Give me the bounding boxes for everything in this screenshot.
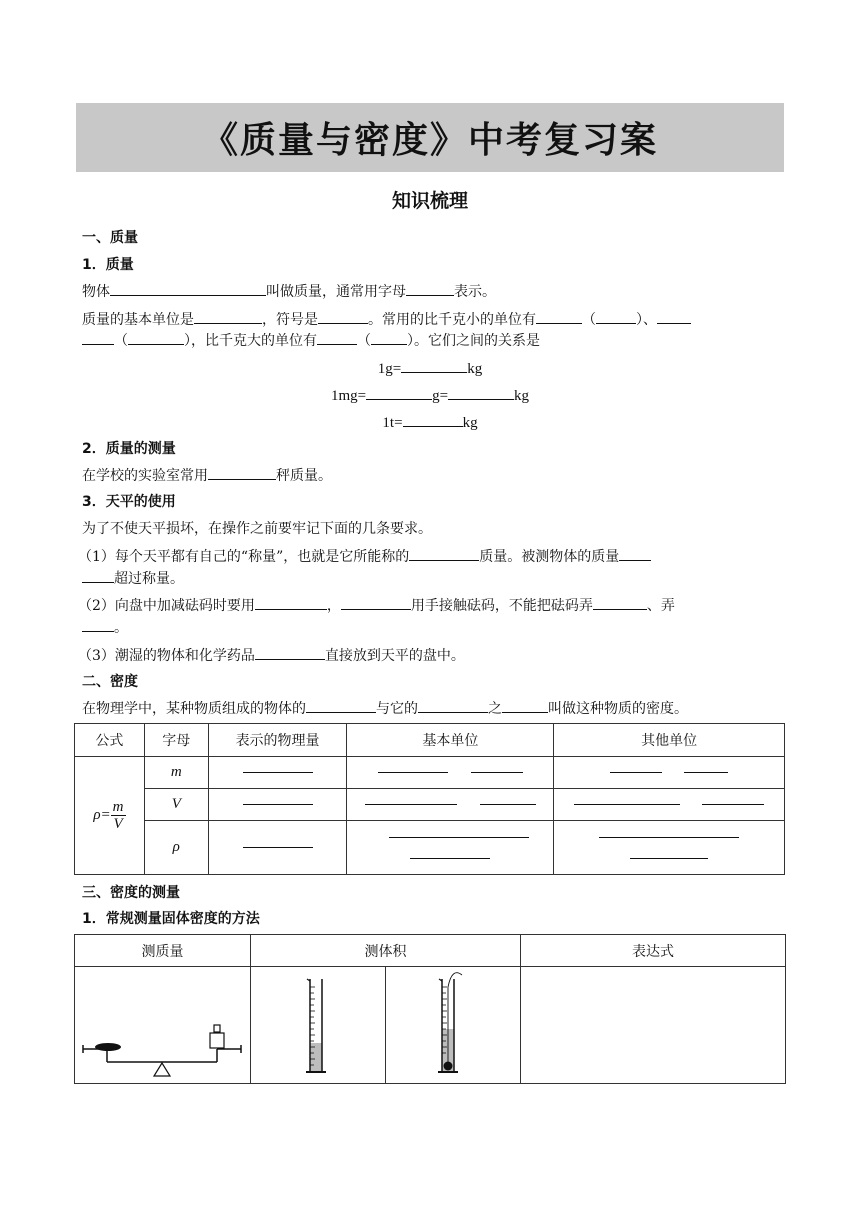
other-unit-blank xyxy=(554,757,785,789)
blank[interactable] xyxy=(128,332,184,345)
letter-v: V xyxy=(144,789,208,821)
blank[interactable] xyxy=(596,311,636,324)
subheading-balance: 3．天平的使用 xyxy=(82,494,176,510)
blank[interactable] xyxy=(110,283,266,296)
other-unit-blank xyxy=(554,789,785,821)
density-table xyxy=(74,723,785,875)
letter-rho: ρ xyxy=(144,821,208,875)
title-banner xyxy=(76,103,784,172)
subheading-solid-method: 1．常规测量固体密度的方法 xyxy=(82,911,260,927)
blank[interactable] xyxy=(82,619,114,632)
solid-density-table xyxy=(74,934,786,1084)
quantity-blank xyxy=(208,789,347,821)
relation-g: 1g= kg xyxy=(377,361,483,377)
blank[interactable] xyxy=(255,647,325,660)
balance-rule-1b: 超过称量。 xyxy=(82,570,184,588)
balance-rule-2b: 。 xyxy=(82,619,128,637)
blank[interactable] xyxy=(243,847,313,848)
blank[interactable] xyxy=(448,387,514,400)
col-header-letter: 字母 xyxy=(144,724,208,757)
subheading-mass: 1．质量 xyxy=(82,257,134,273)
blank[interactable] xyxy=(502,700,548,713)
blank[interactable] xyxy=(657,311,691,324)
expression-cell[interactable] xyxy=(520,967,785,1084)
formula-cell xyxy=(75,757,145,875)
heading-density-measure: 三、密度的测量 xyxy=(82,885,180,901)
base-unit-blank xyxy=(347,821,554,875)
blank[interactable] xyxy=(471,772,523,773)
col-header-other-units: 其他单位 xyxy=(554,724,785,757)
subheading-measure: 2．质量的测量 xyxy=(82,441,176,457)
blank[interactable] xyxy=(194,311,262,324)
cylinder-empty-cell xyxy=(250,967,385,1084)
formula-numerator: m xyxy=(112,799,124,815)
blank[interactable] xyxy=(243,804,313,805)
col-header-measure-mass: 测质量 xyxy=(75,935,251,967)
blank[interactable] xyxy=(619,548,651,561)
blank[interactable] xyxy=(574,804,680,805)
blank[interactable] xyxy=(366,387,432,400)
blank[interactable] xyxy=(410,858,490,859)
blank[interactable] xyxy=(684,772,728,773)
base-unit-blank xyxy=(347,789,554,821)
graduated-cylinder-with-object-icon xyxy=(386,967,520,1079)
relation-mg: 1mg= g= kg xyxy=(330,388,530,404)
letter-m: m xyxy=(144,757,208,789)
blank[interactable] xyxy=(409,548,479,561)
formula-rho: ρ= xyxy=(93,807,111,823)
blank[interactable] xyxy=(317,332,357,345)
quantity-blank xyxy=(208,821,347,875)
blank[interactable] xyxy=(403,414,463,427)
cylinder-with-object-cell xyxy=(385,967,520,1084)
balance-figure-cell xyxy=(75,967,251,1084)
blank[interactable] xyxy=(702,804,764,805)
other-unit-blank xyxy=(554,821,785,875)
col-header-formula: 公式 xyxy=(75,724,145,757)
col-header-measure-volume: 测体积 xyxy=(250,935,520,967)
blank[interactable] xyxy=(610,772,662,773)
blank[interactable] xyxy=(418,700,488,713)
blank[interactable] xyxy=(82,570,114,583)
blank[interactable] xyxy=(371,332,407,345)
balance-scale-icon xyxy=(75,967,249,1079)
balance-rule-2: （2）向盘中加减砝码时要用 ， 用手接触砝码，不能把砝码弄 、弄 xyxy=(78,598,675,614)
blank[interactable] xyxy=(593,597,647,610)
blank[interactable] xyxy=(365,804,457,805)
mass-definition-line: 物体 叫做质量，通常用字母 表示。 xyxy=(82,284,496,300)
blank[interactable] xyxy=(318,311,368,324)
blank[interactable] xyxy=(536,311,582,324)
balance-intro: 为了不使天平损坏，在操作之前要牢记下面的几条要求。 xyxy=(82,521,432,537)
blank[interactable] xyxy=(255,597,327,610)
unit-line-2: （ ），比千克大的单位有 （ ）。它们之间的关系是 xyxy=(82,332,540,350)
col-header-expression: 表达式 xyxy=(520,935,785,967)
blank[interactable] xyxy=(82,332,114,345)
base-unit-blank xyxy=(347,757,554,789)
measure-line: 在学校的实验室常用 秤质量。 xyxy=(82,468,332,484)
blank[interactable] xyxy=(480,804,536,805)
blank[interactable] xyxy=(208,467,276,480)
blank[interactable] xyxy=(243,772,313,773)
relation-t: 1t= kg xyxy=(382,415,478,431)
quantity-blank xyxy=(208,757,347,789)
balance-rule-1: （1）每个天平都有自己的“称量”，也就是它所能称的 质量。被测物体的质量 xyxy=(78,548,651,566)
col-header-base-unit: 基本单位 xyxy=(347,724,554,757)
blank[interactable] xyxy=(599,837,739,838)
blank[interactable] xyxy=(630,858,708,859)
blank[interactable] xyxy=(341,597,411,610)
section-subtitle: 知识梳理 xyxy=(391,190,468,212)
formula-denominator: V xyxy=(113,816,123,832)
unit-line-1: 质量的基本单位是 ，符号是 。常用的比千克小的单位有 （ ）、 xyxy=(82,311,691,329)
page-title: 《质量与密度》中考复习案 xyxy=(201,119,658,161)
heading-mass: 一、质量 xyxy=(82,230,138,246)
col-header-quantity: 表示的物理量 xyxy=(208,724,347,757)
blank[interactable] xyxy=(406,283,454,296)
balance-rule-3: （3）潮湿的物体和化学药品 直接放到天平的盘中。 xyxy=(78,648,465,664)
density-definition: 在物理学中，某种物质组成的物体的 与它的 之 叫做这种物质的密度。 xyxy=(82,701,688,717)
blank[interactable] xyxy=(306,700,376,713)
blank[interactable] xyxy=(389,837,529,838)
blank[interactable] xyxy=(401,360,467,373)
heading-density: 二、密度 xyxy=(82,674,138,690)
graduated-cylinder-icon xyxy=(251,967,385,1079)
blank[interactable] xyxy=(378,772,448,773)
